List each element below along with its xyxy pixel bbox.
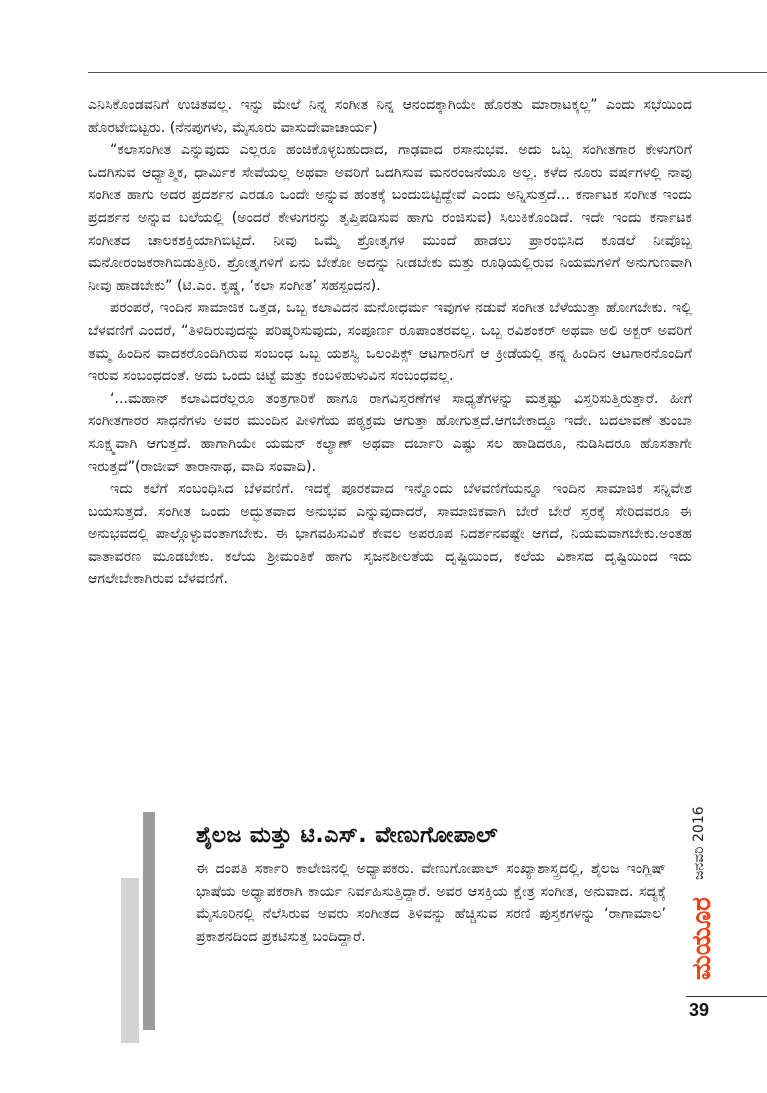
article-paragraph: “ಕಲಾಸಂಗೀತ ಎನ್ನುವುದು ಎಲ್ಲರೂ ಹಂಚಿಕೊಳ್ಳಬಹುದಾದ, ಗಾಢವಾದ ರಸಾನುಭವ. ಅದು ಒಬ್ಬ ಸಂಗೀತಗಾರ ಕೇಳುಗರಿಗೆ ಒದಗಿಸುವ ಆಧ್ಯಾತ್ಮಿಕ, ಧಾರ್ಮಿಕ ಸೇವೆಯಲ್ಲ ಅಥವಾ ಅವರಿಗೆ ಒದಗಿಸುವ ಮನರಂಜನೆಯೂ ಅಲ್ಲ. ಕಳೆದ ನೂರು ವರ್ಷಗಳಲ್ಲಿ ನಾವು ಸಂಗೀತ ಹಾಗು ಅದರ ಪ್ರದರ್ಶನ ಎರಡೂ ಒಂದೇ ಅನ್ನುವ ಹಂತಕ್ಕೆ ಬಂದುಬಿಟ್ಟಿದ್ದೇವೆ ಎಂದು ಅನ್ನಿಸುತ್ತದೆ... ಕರ್ನಾಟಕ ಸಂಗೀತ ಇಂದು ಪ್ರದರ್ಶನ ಅನ್ನುವ ಬಲೆಯಲ್ಲಿ (ಅಂದರೆ ಕೇಳುಗರನ್ನು ತೃಪ್ತಿಪಡಿಸುವ ಹಾಗು ರಂಜಿಸುವ) ಸಿಲುಕಿಕೊಂಡಿದೆ. ಇದೇ ಇಂದು ಕರ್ನಾಟಕ ಸಂಗೀತದ ಚಾಲಕಶಕ್ತಿಯಾಗಿಬಿಟ್ಟಿದೆ. ನೀವು ಒಮ್ಮೆ ಶ್ರೋತೃಗಳ ಮುಂದೆ ಹಾಡಲು ಪ್ರಾರಂಭಿಸಿದ ಕೂಡಲೆ ನೀವೊಬ್ಬ ಮನೋರಂಜಕರಾಗಿಬಿಡುತ್ತೀರಿ. ಶ್ರೋತೃಗಳಿಗೆ ಏನು ಬೇಕೋ ಅದನ್ನು ನೀಡಬೇಕು ಮತ್ತು ರೂಢಿಯಲ್ಲಿರುವ ನಿಯಮಗಳಿಗೆ ಅನುಗುಣವಾಗಿ ನೀವು ಹಾಡಬೇಕು” (ಟಿ.ಎಂ. ಕೃಷ್ಣ, ‘ಕಲಾ ಸಂಗೀತ’ ಸಹಸ್ಪಂದನ). [88,142,692,294]
decorative-bar-light [121,878,139,1043]
article-paragraph: ಪರಂಪರೆ, ಇಂದಿನ ಸಾಮಾಜಿಕ ಒತ್ತಡ, ಒಬ್ಬ ಕಲಾವಿದನ ಮನೋಧರ್ಮ ಇವುಗಳ ನಡುವೆ ಸಂಗೀತ ಬೆಳೆಯುತ್ತಾ ಹೋಗಬೇಕು. ಇಲ್ಲಿ ಬೆಳವಣಿಗೆ ಎಂದರೆ, “ತಿಳಿದಿರುವುದನ್ನು ಪರಿಷ್ಕರಿಸುವುದು, ಸಂಪೂರ್ಣ ರೂಪಾಂತರವಲ್ಲ. ಒಬ್ಬ ರವಿಶಂಕರ್ ಅಥವಾ ಅಲಿ ಅಕ್ಬರ್ ಅವರಿಗೆ ತಮ್ಮ ಹಿಂದಿನ ವಾದಕರೊಂದಿಗಿರುವ ಸಂಬಂಧ ಒಬ್ಬ ಯಶಸ್ವಿ ಒಲಂಪಿಕ್ಸ್ ಆಟಗಾರನಿಗೆ ಆ ಕ್ರೀಡೆಯಲ್ಲಿ ತನ್ನ ಹಿಂದಿನ ಆಟಗಾರನೊಂದಿಗೆ ಇರುವ ಸಂಬಂಧದಂತೆ. ಅದು ಒಂದು ಚಿಟ್ಟೆ ಮತ್ತು ಕಂಬಳಿಹುಳುವಿನ ಸಂಬಂಧವಲ್ಲ. [88,300,692,385]
issue-date: ಜನವರಿ 2016 [691,806,707,880]
top-rule [88,72,767,73]
magazine-logo: ಮಯೂರ [687,897,717,980]
page-number: 39 [689,1000,710,1020]
article-paragraph: ‘...ಮಹಾನ್ ಕಲಾವಿದರೆಲ್ಲರೂ ತಂತ್ರಗಾರಿಕೆ ಹಾಗೂ ರಾಗವಿಸ್ತರಣೆಗಳ ಸಾಧ್ಯತೆಗಳನ್ನು ಮತ್ತಷ್ಟು ವಿಸ್ತರಿಸುತ್ತಿರುತ್ತಾರೆ. ಹೀಗೆ ಸಂಗೀತಗಾರರ ಸಾಧನೆಗಳು ಅವರ ಮುಂದಿನ ಪೀಳಿಗೆಯ ಪಠ್ಯಕ್ರಮ ಆಗುತ್ತಾ ಹೋಗುತ್ತದೆ.ಆಗಬೇಕಾದ್ದೂ ಇದೇ. ಬದಲಾವಣೆ ತುಂಬಾ ಸೂಕ್ಷ್ಮವಾಗಿ ಆಗುತ್ತದೆ. ಹಾಗಾಗಿಯೇ ಯಮನ್ ಕಲ್ಯಾಣ್ ಅಥವಾ ದರ್ಬಾರಿ ಎಷ್ಟು ಸಲ ಹಾಡಿದರೂ, ನುಡಿಸಿದರೂ ಹೊಸತಾಗೇ ಇರುತ್ತದೆ”(ರಾಜೀವ್ ತಾರಾನಾಥ, ವಾದಿ ಸಂವಾದಿ). [88,390,692,475]
article-paragraph: ಎನಿಸಿಕೊಂಡವನಿಗೆ ಉಚಿತವಲ್ಲ. ಇನ್ನು ಮೇಲೆ ನಿನ್ನ ಸಂಗೀತ ನಿನ್ನ ಆನಂದಕ್ಕಾಗಿಯೇ ಹೊರತು ಮಾರಾಟಕ್ಕಲ್ಲ” ಎಂದು ಸಭೆಯಿಂದ ಹೊರಟೇಬಿಟ್ಟರು. (ನೆನಪುಗಳು, ಮೈಸೂರು ವಾಸುದೇವಾಚಾರ್ಯ) [88,97,692,136]
decorative-bar-dark [143,812,155,1030]
author-bio: ಈ ದಂಪತಿ ಸರ್ಕಾರಿ ಕಾಲೇಜಿನಲ್ಲಿ ಅಧ್ಯಾಪಕರು. ವೇಣುಗೋಪಾಲ್ ಸಂಖ್ಯಾಶಾಸ್ತ್ರದಲ್ಲಿ, ಶೈಲಜ ಇಂಗ್ಲಿಷ್ ಭಾಷೆಯ ಅಧ್ಯಾಪಕರಾಗಿ ಕಾರ್ಯ ನಿರ್ವಹಿಸುತ್ತಿದ್ದಾರೆ. ಅವರ ಆಸಕ್ತಿಯ ಕ್ಷೇತ್ರ ಸಂಗೀತ, ಅನುವಾದ. ಸದ್ಯಕ್ಕೆ ಮೈಸೂರಿನಲ್ಲಿ ನೆಲೆಸಿರುವ ಅವರು ಸಂಗೀತದ ತಿಳಿವನ್ನು ಹೆಚ್ಚಿಸುವ ಸರಣಿ ಪುಸ್ತಕಗಳನ್ನು ‘ರಾಗಾಮಾಲ’ ಪ್ರಕಾಶನದಿಂದ ಪ್ರಕಟಿಸುತ್ತ ಬಂದಿದ್ದಾರೆ. [196,861,666,945]
article-body [88,94,692,591]
author-name: ಶೈಲಜ ಮತ್ತು ಟಿ.ಎಸ್. ವೇಣುಗೋಪಾಲ್ [196,823,499,848]
article-paragraph: ಇದು ಕಲೆಗೆ ಸಂಬಂಧಿಸಿದ ಬೆಳವಣಿಗೆ. ಇದಕ್ಕೆ ಪೂರಕವಾದ ಇನ್ನೊಂದು ಬೆಳವಣಿಗೆಯನ್ನೂ ಇಂದಿನ ಸಾಮಾಜಿಕ ಸನ್ನಿವೇಶ ಬಯಸುತ್ತದೆ. ಸಂಗೀತ ಒಂದು ಅದ್ಭುತವಾದ ಅನುಭವ ಎನ್ನುವುದಾದರೆ, ಸಾಮಾಜಿಕವಾಗಿ ಬೇರೆ ಬೇರೆ ಸ್ತರಕ್ಕೆ ಸೇರಿದವರೂ ಈ ಅನುಭವದಲ್ಲಿ ಪಾಲ್ಗೊಳ್ಳುವಂತಾಗಬೇಕು. ಈ ಭಾಗವಹಿಸುವಿಕೆ ಕೇವಲ ಅಪರೂಪ ನಿದರ್ಶನವಷ್ಟೇ ಆಗದೆ, ನಿಯಮವಾಗಬೇಕು.ಅಂತಹ ವಾತಾವರಣ ಮೂಡಬೇಕು. ಕಲೆಯ ಶ್ರೀಮಂತಿಕೆ ಹಾಗು ಸೃಜನಶೀಲತೆಯ ದೃಷ್ಟಿಯಿಂದ, ಕಲೆಯ ವಿಕಾಸದ ದೃಷ್ಟಿಯಿಂದ ಇದು ಆಗಲೇಬೇಕಾಗಿರುವ ಬೆಳವಣಿಗೆ. [88,481,692,588]
footer-rule [686,996,767,997]
